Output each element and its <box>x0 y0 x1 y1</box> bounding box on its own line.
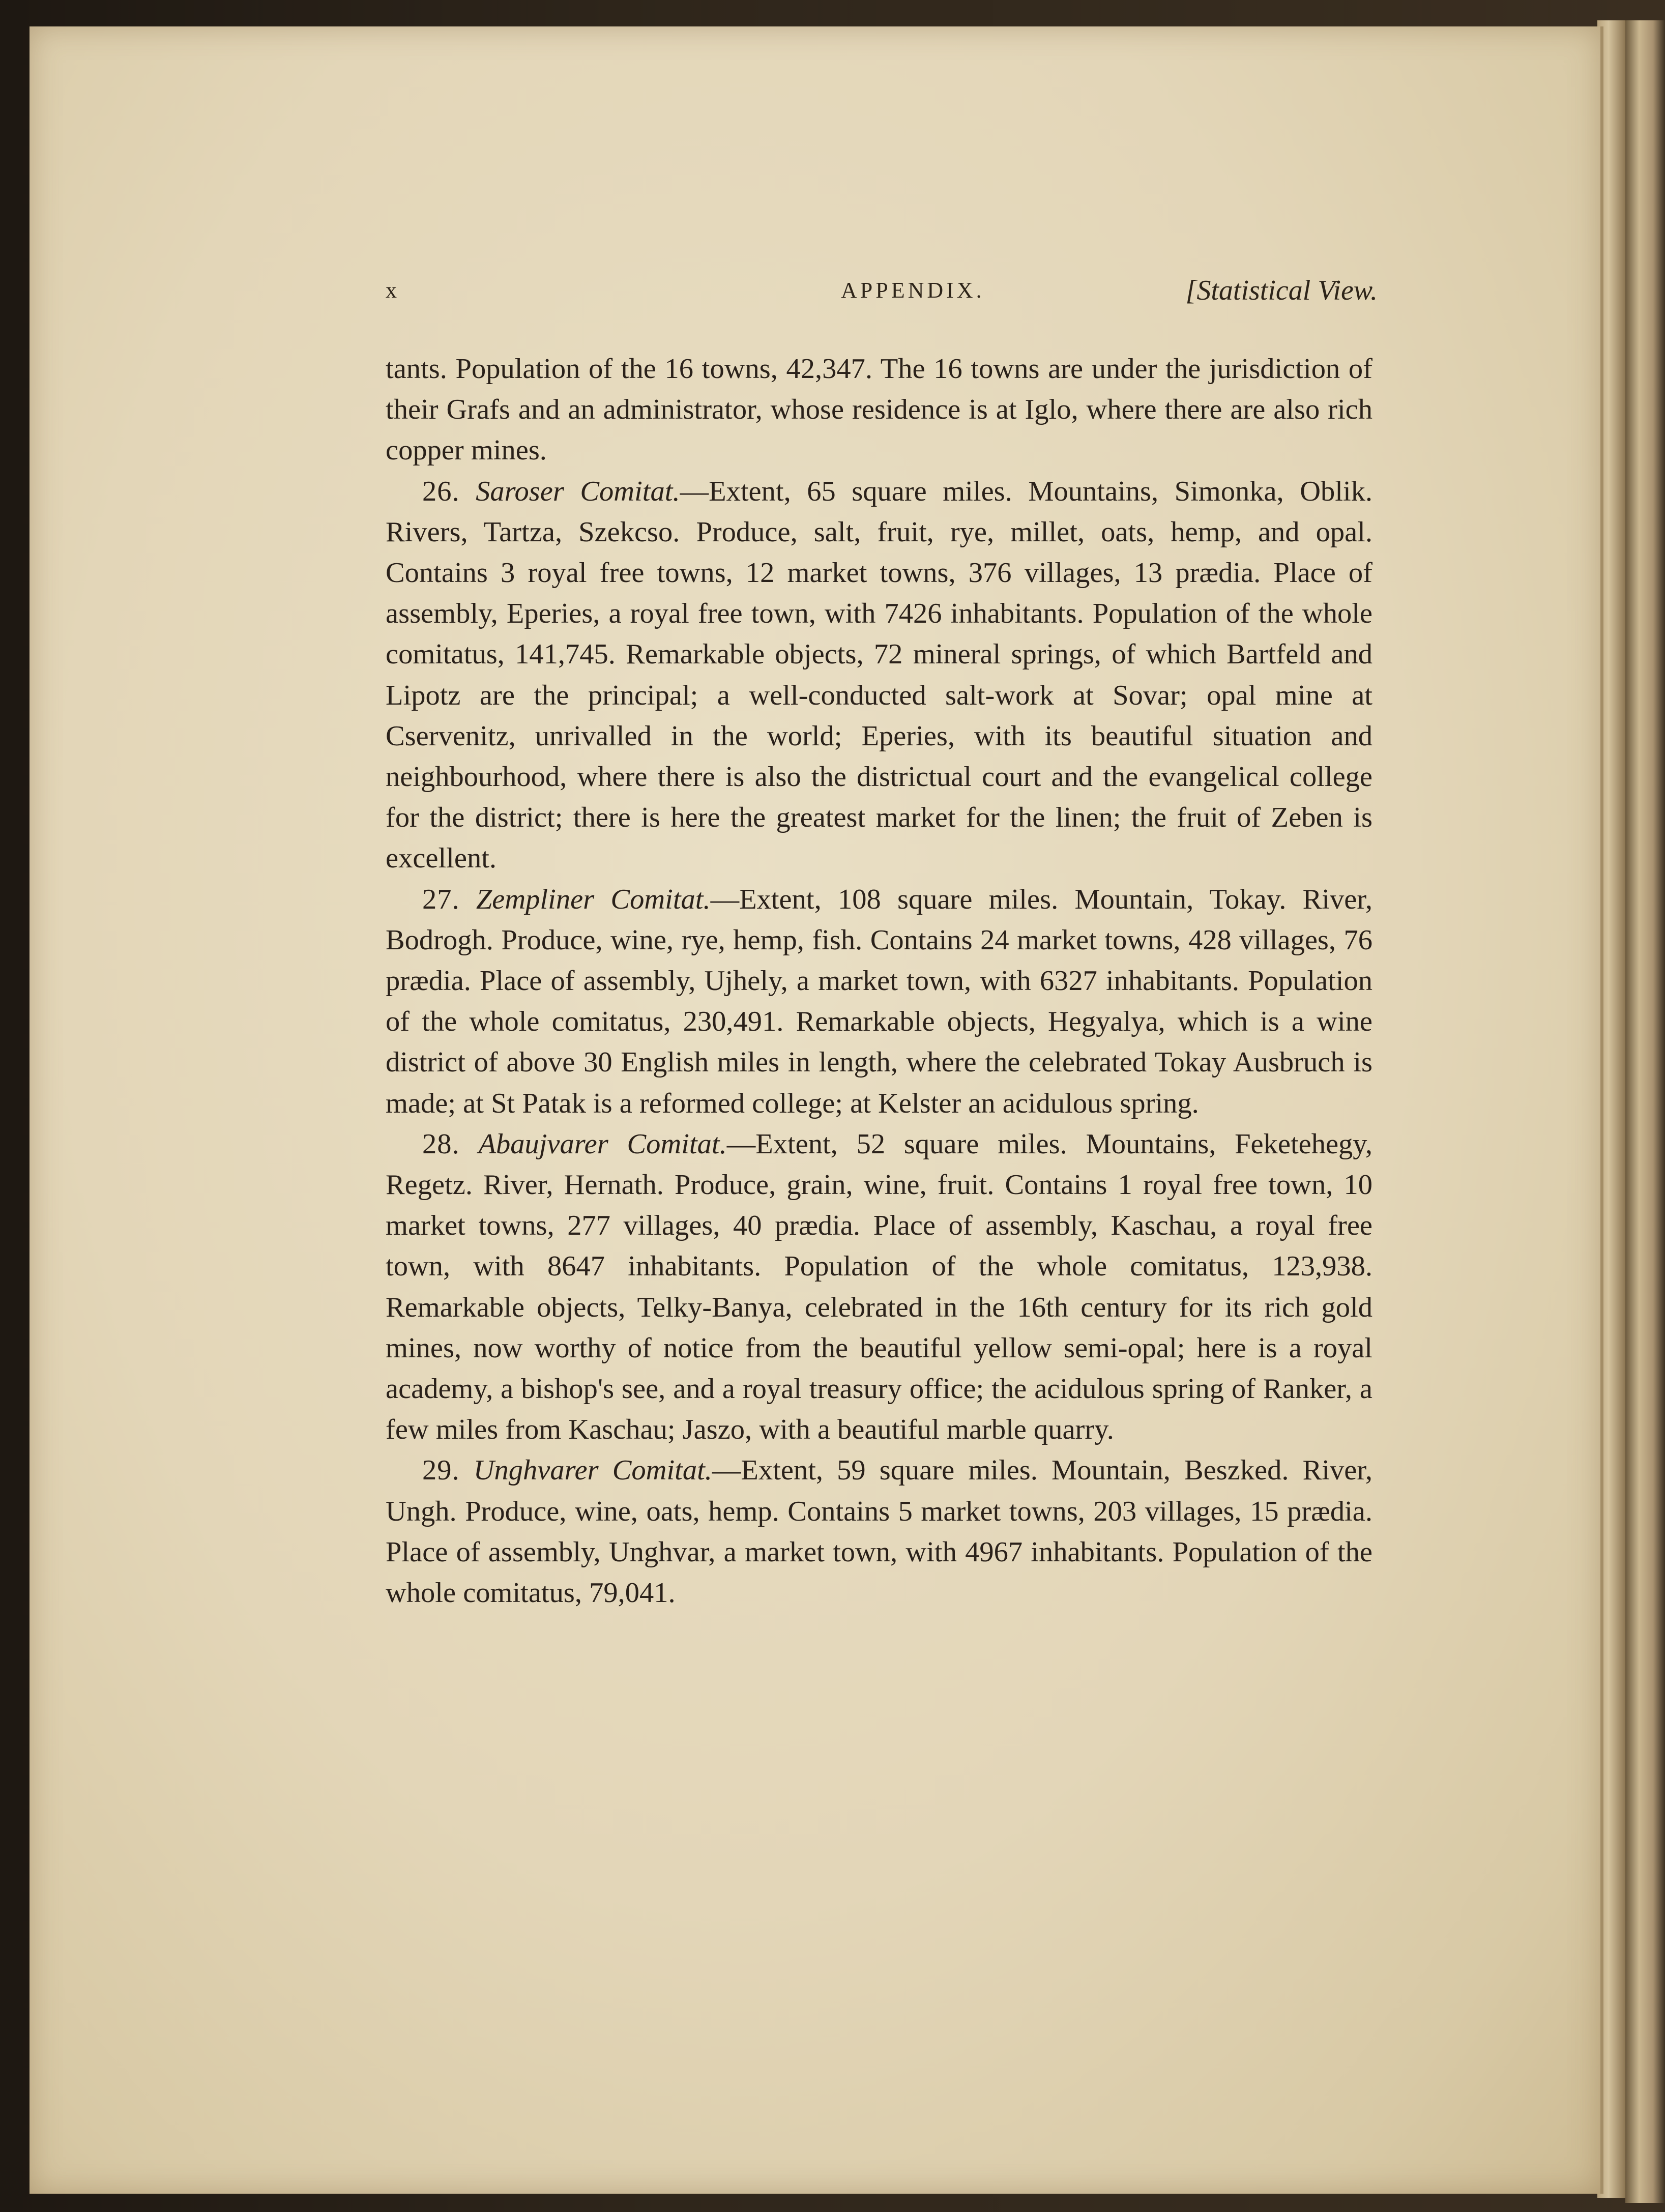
body-text <box>386 348 1372 1613</box>
book-edge <box>1625 20 1665 2203</box>
paragraph-number: 28. <box>422 1128 460 1160</box>
paragraph-text: —Extent, 108 square miles. Mountain, Tokay. River, Bodrogh. Produce, wine, rye, hemp, fish. Contains 24 market towns, 428 villages, 76 prædia. Place of assembly, Ujhely, a market town, with 6327 inhabitants. Population of the whole comitatus, 230,491. Remarkable objects, Hegyalya, which is a wine district of above 30 English miles in length, where the celebrated Tokay Ausbruch is made; at St Patak is a reformed college; at Kelster an acidulous spring. <box>386 883 1372 1119</box>
page-number: x <box>386 278 398 303</box>
paragraph-continuation <box>386 348 1372 471</box>
paragraph-text: —Extent, 59 square miles. Mountain, Beszked. River, Ungh. Produce, wine, oats, hemp. Contains 5 market towns, 203 villages, 15 prædia. Place of assembly, Unghvar, a market town, with 4967 inhabitants. Population of the whole comitatus, 79,041. <box>386 1454 1373 1609</box>
running-title: APPENDIX. <box>841 278 985 303</box>
paragraph-saroser <box>386 471 1372 879</box>
comitat-name: Saroser Comitat. <box>476 475 680 507</box>
comitat-name: Abaujvarer Comitat. <box>478 1128 727 1160</box>
comitat-name: Zempliner Comitat. <box>476 883 711 915</box>
paragraph-unghvarer <box>386 1450 1372 1613</box>
paragraph-text: —Extent, 65 square miles. Mountains, Simonka, Oblik. Rivers, Tartza, Szekcso. Produce, salt, fruit, rye, millet, oats, hemp, and opal. Contains 3 royal free towns, 12 market towns, 376 villages, 13 prædia. Place of assembly, Eperies, a royal free town, with 7426 inhabitants. Population of the whole comitatus, 141,745. Remarkable objects, 72 mineral springs, of which Bartfeld and Lipotz are the principal; a well-conducted salt-work at Sovar; opal mine at Cservenitz, unrivalled in the world; Eperies, with its beautiful situation and neighbourhood, where there is also the districtual court and the evangelical college for the district; there is here the greatest market for the linen; the fruit of Zeben is excellent. <box>386 475 1373 875</box>
paragraph-text: tants. Population of the 16 towns, 42,347. The 16 towns are under the jurisdiction of their Grafs and an administrator, whose residence is at Iglo, where there are also rich copper mines. <box>386 353 1372 467</box>
paragraph-abaujvarer <box>386 1124 1372 1450</box>
paragraph-text: —Extent, 52 square miles. Mountains, Feketehegy, Regetz. River, Hernath. Produce, grain, wine, fruit. Contains 1 royal free town, 10 market towns, 277 villages, 40 prædia. Place of assembly, Kaschau, a royal free town, with 8647 inhabitants. Population of the whole comitatus, 123,938. Remarkable objects, Telky-Banya, celebrated in the 16th century for its rich gold mines, now worthy of notice from the beautiful yellow semi-opal; here is a royal academy, a bishop's see, and a royal treasury office; the acidulous spring of Ranker, a few miles from Kaschau; Jaszo, with a beautiful marble quarry. <box>386 1128 1373 1446</box>
comitat-name: Unghvarer Comitat. <box>473 1454 712 1487</box>
paragraph-zempliner <box>386 879 1372 1124</box>
paragraph-number: 29. <box>422 1454 460 1487</box>
paragraph-number: 27. <box>422 883 460 915</box>
running-head <box>386 277 1378 313</box>
section-title: [Statistical View. <box>1185 275 1378 306</box>
paragraph-number: 26. <box>422 475 460 507</box>
